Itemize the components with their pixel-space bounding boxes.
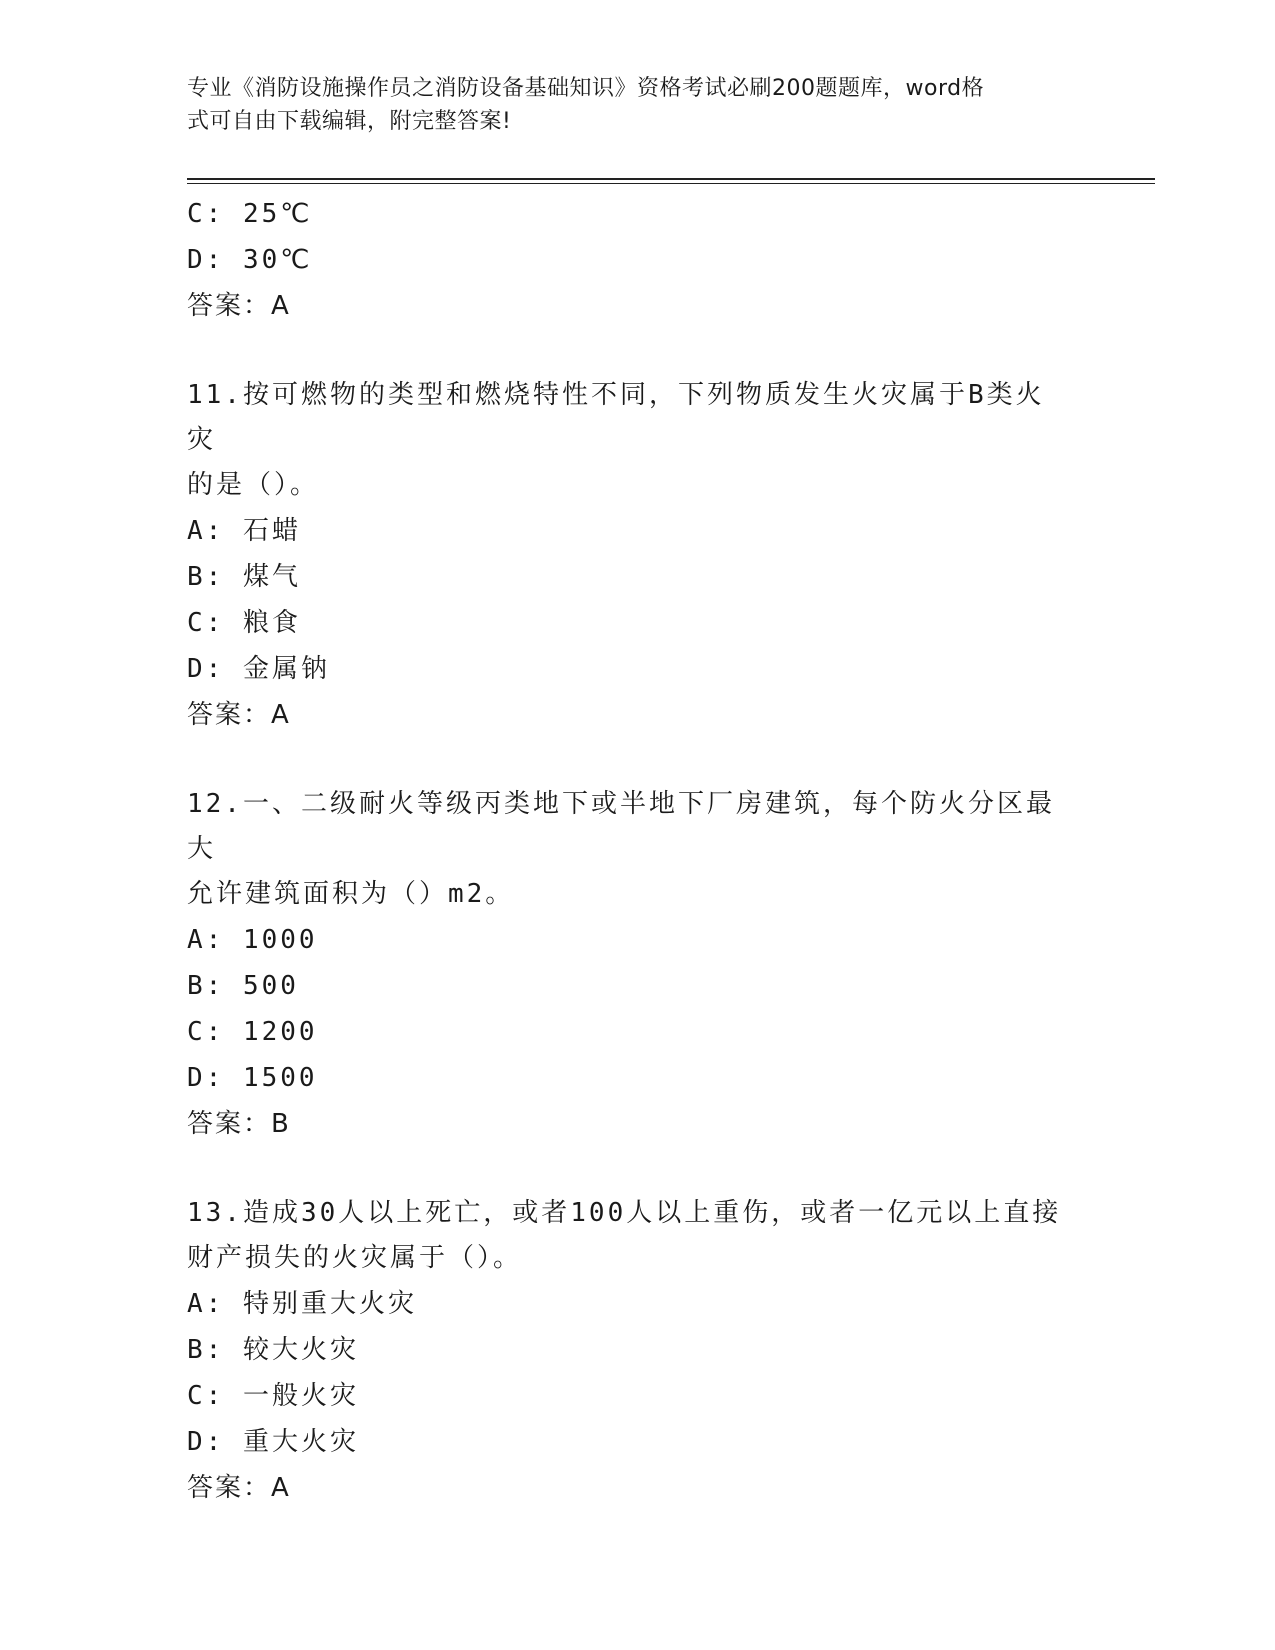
header-divider-thin <box>187 183 1155 184</box>
option-d: D: 1500 <box>187 1063 318 1093</box>
question-text-line-1: 11.按可燃物的类型和燃烧特性不同，下列物质发生火灾属于B类火灾 <box>187 380 1045 455</box>
option-c: C: 1200 <box>187 1017 318 1047</box>
option-b: B: 煤气 <box>187 562 301 592</box>
option-b: B: 较大火灾 <box>187 1335 359 1365</box>
question-11 <box>187 373 1087 738</box>
question-text-line-2: 财产损失的火灾属于（）。 <box>187 1243 523 1273</box>
spacer <box>187 1147 1087 1191</box>
question-text-line-2: 允许建筑面积为（）m2。 <box>187 879 515 909</box>
option-c: C: 粮食 <box>187 608 301 638</box>
question-12 <box>187 782 1087 1147</box>
question-text-line-1: 13.造成30人以上死亡，或者100人以上重伤，或者一亿元以上直接 <box>187 1198 1062 1228</box>
question-text-line-1: 12.一、二级耐火等级丙类地下或半地下厂房建筑，每个防火分区最大 <box>187 789 1055 864</box>
question-text-line-2: 的是（）。 <box>187 470 320 500</box>
header-divider-thick <box>187 178 1155 180</box>
option-d: D: 30℃ <box>187 245 313 275</box>
option-d: D: 重大火灾 <box>187 1427 359 1457</box>
header-title-line-1: 专业《消防设施操作员之消防设备基础知识》资格考试必刷200题题库，word格 <box>187 76 985 101</box>
previous-question-tail <box>187 191 1087 329</box>
option-c: C: 一般火灾 <box>187 1381 359 1411</box>
option-a: A: 1000 <box>187 925 318 955</box>
answer-line: 答案：A <box>187 291 291 321</box>
question-list <box>187 191 1087 1511</box>
option-b: B: 500 <box>187 971 299 1001</box>
answer-line: 答案：A <box>187 1473 291 1503</box>
answer-line: 答案：B <box>187 1109 291 1139</box>
option-a: A: 特别重大火灾 <box>187 1289 417 1319</box>
question-13 <box>187 1191 1087 1511</box>
option-a: A: 石蜡 <box>187 516 301 546</box>
question-text <box>187 373 1067 508</box>
option-d: D: 金属钠 <box>187 654 330 684</box>
spacer <box>187 738 1087 782</box>
header-title-line-2: 式可自由下载编辑，附完整答案! <box>187 109 512 134</box>
question-text <box>187 1191 1067 1281</box>
question-text <box>187 782 1067 917</box>
document-header <box>187 72 1067 138</box>
option-c: C: 25℃ <box>187 199 313 229</box>
spacer <box>187 329 1087 373</box>
answer-line: 答案：A <box>187 700 291 730</box>
